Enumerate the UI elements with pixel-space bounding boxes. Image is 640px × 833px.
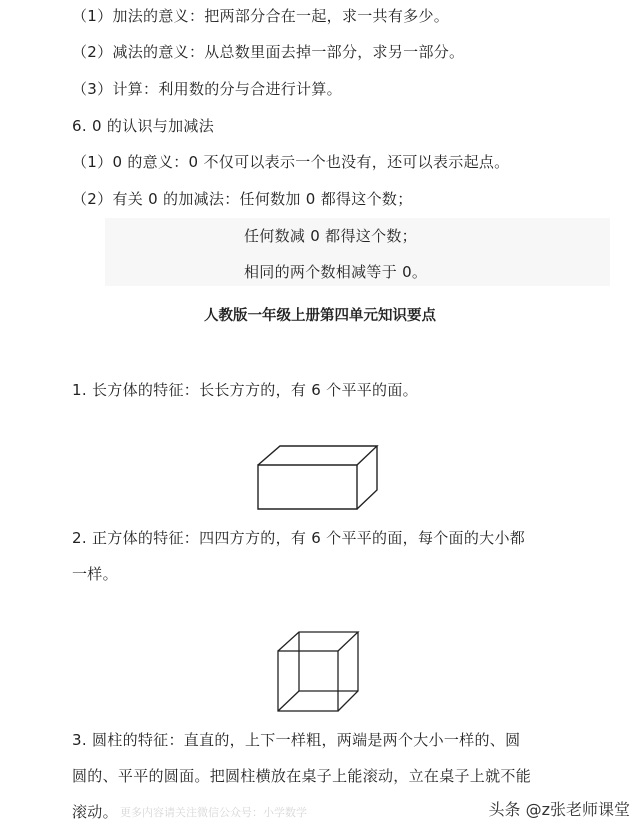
zero-meaning-line: （1）0 的意义：0 不仅可以表示一个也没有，还可以表示起点。 bbox=[72, 153, 510, 171]
cuboid-feature-line: 1. 长方体的特征：长长方方的，有 6 个平平的面。 bbox=[72, 381, 418, 399]
zero-heading: 6. 0 的认识与加减法 bbox=[72, 117, 214, 135]
addition-meaning-line: （1）加法的意义：把两部分合在一起，求一共有多少。 bbox=[72, 7, 450, 25]
watermark-text: 更多内容请关注微信公众号：小学数学 bbox=[120, 806, 307, 819]
cuboid-figure bbox=[255, 443, 380, 513]
cube-feature-line: 2. 正方体的特征：四四方方的，有 6 个平平的面，每个面的大小都 bbox=[72, 529, 526, 547]
cylinder-feature-line-2: 圆的、平平的圆面。把圆柱横放在桌子上能滚动，立在桌子上就不能 bbox=[72, 767, 532, 785]
subtraction-meaning-line: （2）减法的意义：从总数里面去掉一部分，求另一部分。 bbox=[72, 43, 465, 61]
section-title: 人教版一年级上册第四单元知识要点 bbox=[204, 308, 436, 324]
brand-watermark: 头条 @z张老师课堂 bbox=[488, 800, 630, 819]
zero-subtract-line: 任何数减 0 都得这个数； bbox=[244, 227, 417, 245]
zero-add-line: （2）有关 0 的加减法：任何数加 0 都得这个数； bbox=[72, 190, 413, 208]
cube-feature-line-2: 一样。 bbox=[72, 565, 118, 583]
calculation-line: （3）计算：利用数的分与合进行计算。 bbox=[72, 80, 342, 98]
cube-figure bbox=[275, 629, 361, 715]
same-numbers-line: 相同的两个数相减等于 0。 bbox=[244, 263, 428, 281]
cylinder-feature-line: 3. 圆柱的特征：直直的，上下一样粗，两端是两个大小一样的、圆 bbox=[72, 731, 521, 749]
cylinder-feature-line-3: 滚动。 bbox=[72, 803, 118, 821]
